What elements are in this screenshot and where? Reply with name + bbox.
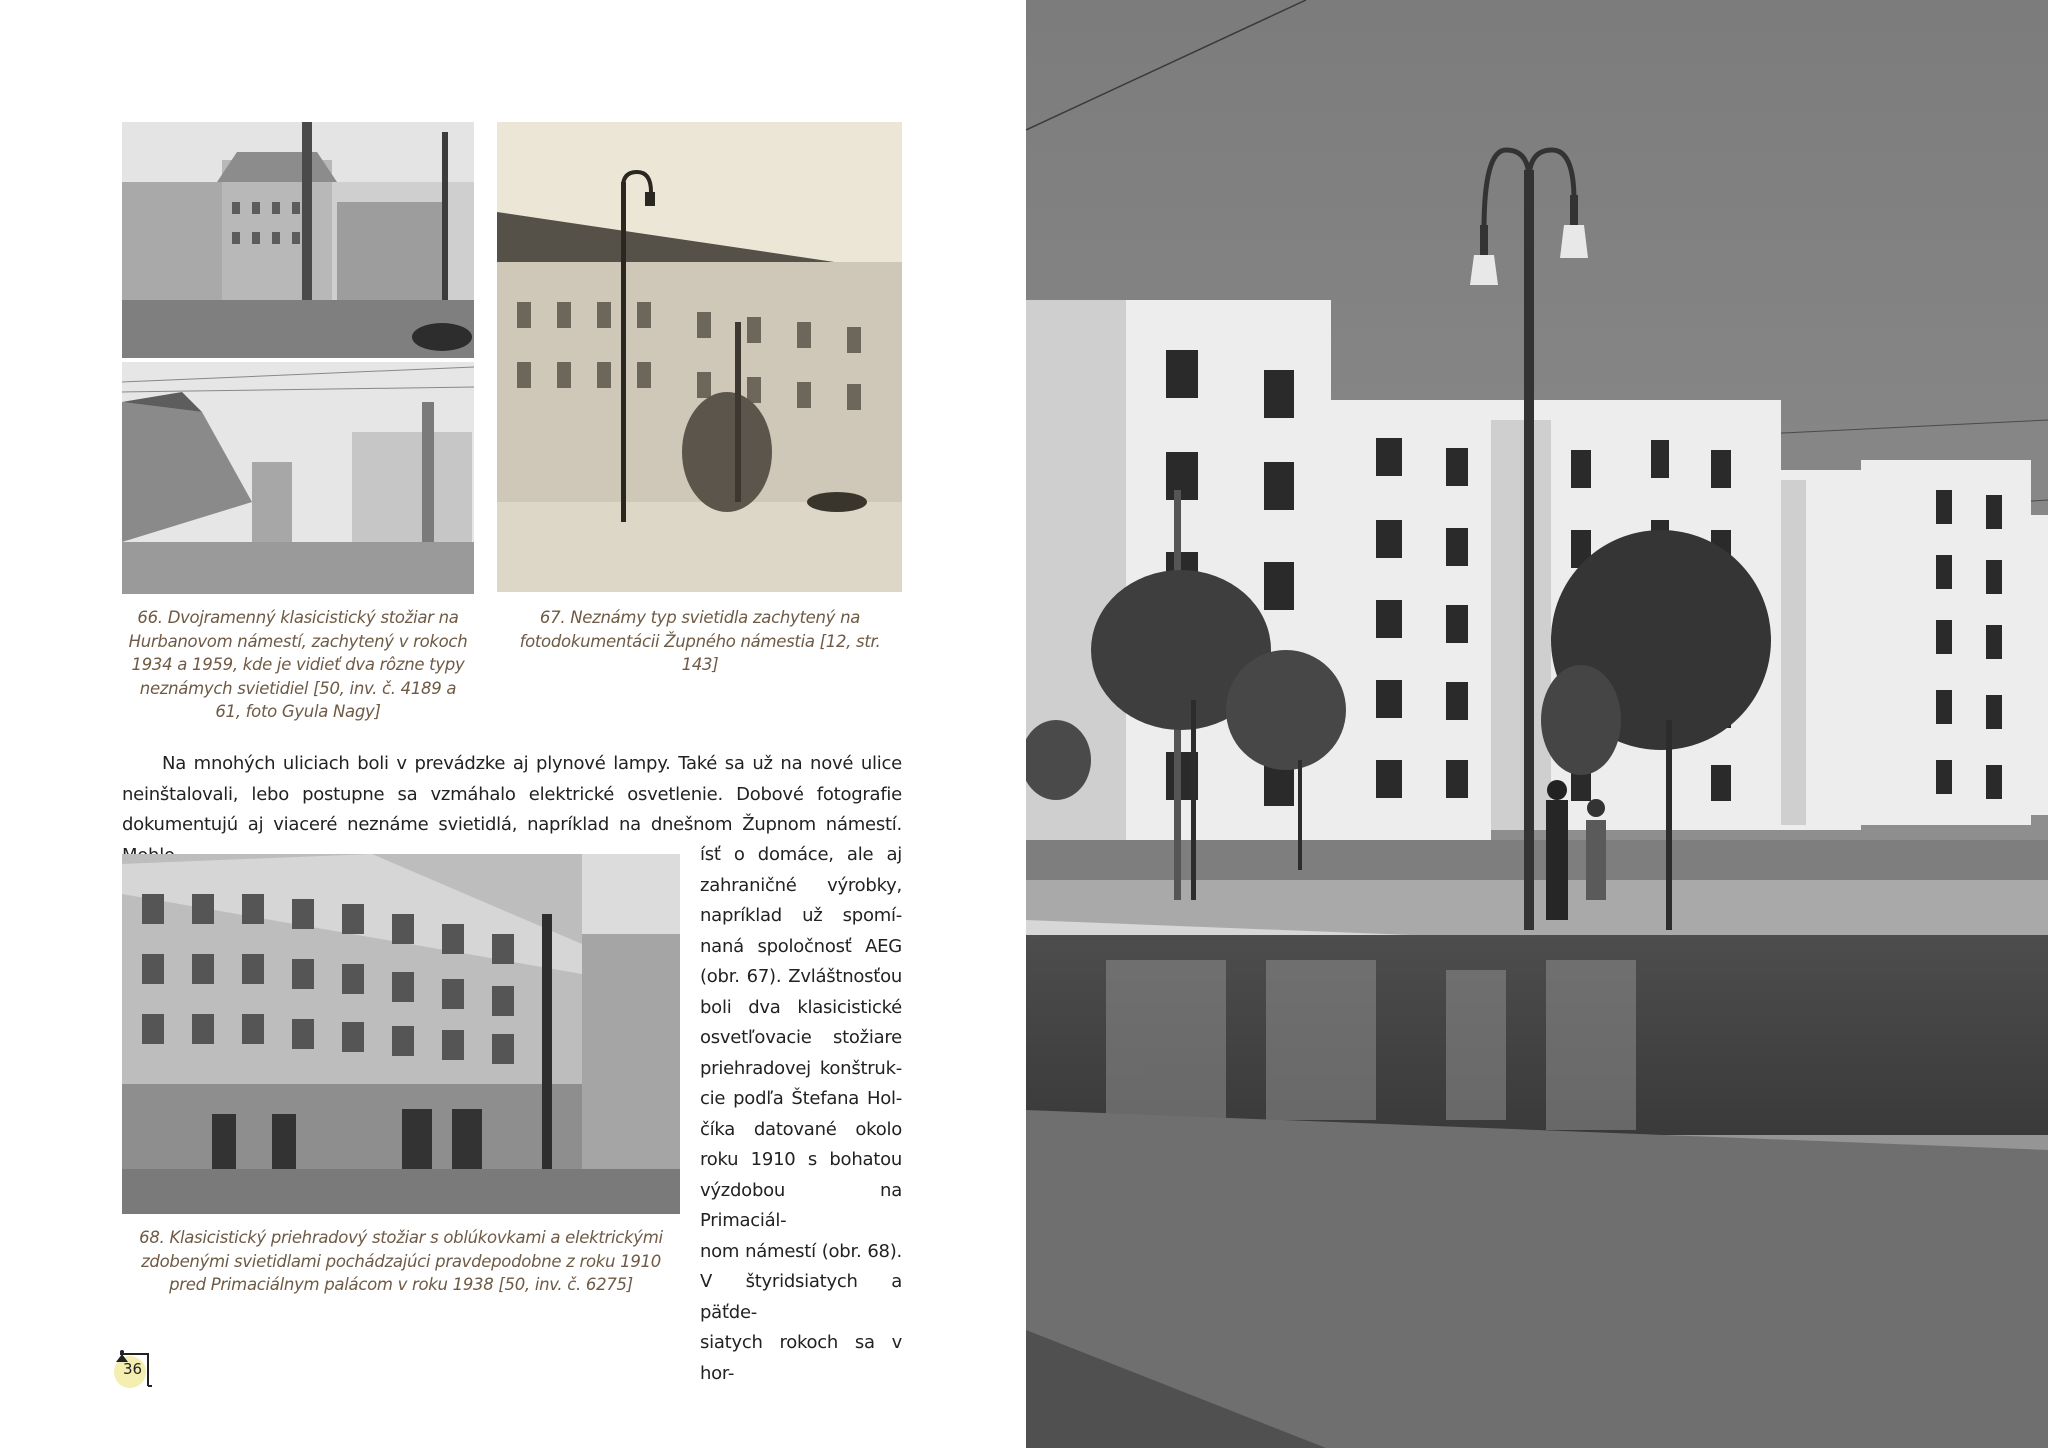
text-line: nom námestí (obr. 68). bbox=[700, 1240, 902, 1262]
paragraph-narrow-column bbox=[700, 840, 902, 1389]
text-line: V štyridsiatych a päťde- bbox=[700, 1271, 902, 1323]
caption-fig-68: 68. Klasicistický priehradový stožiar s oblúkovkami a elektrickými zdobenými svietidlami pochádzajúci pravdepodobne z roku 1910 pred Primaciálnym palácom v roku 1938 [50, inv. č. 6275] bbox=[139, 1228, 663, 1294]
text-line: siatych rokoch sa v hor- bbox=[700, 1332, 902, 1384]
photo-66-bottom-street bbox=[122, 362, 474, 594]
photo-67-zupne-namestie bbox=[497, 122, 902, 592]
text-line: priehradovej konštruk- bbox=[700, 1057, 902, 1079]
text-line: roku 1910 s bohatou bbox=[700, 1149, 902, 1170]
text-line: (obr. 67). Zvláštnosťou bbox=[700, 966, 902, 987]
text-line: číka datované okolo bbox=[700, 1118, 902, 1140]
text-line: zahraničné výrobky, bbox=[700, 874, 902, 896]
photo-68-primacialne-namestie bbox=[122, 854, 680, 1214]
text-line: výzdobou na Primaciál- bbox=[700, 1179, 902, 1231]
full-page-photo-housing-street bbox=[1026, 0, 2048, 1448]
text-line: naná spoločnosť AEG bbox=[700, 935, 902, 957]
paragraph-intro: Na mnohých uliciach boli v prevádzke aj plynové lampy. Také sa už na nové ulice neinštalovali, lebo postupne sa vzmáhalo elektrické osvetlenie. Dobové fotografie dokumentujú aj viaceré neznáme svietidlá, napríklad na dnešnom Župnom námestí. bbox=[122, 753, 902, 835]
page-number: 36 bbox=[123, 1360, 143, 1378]
text-line: boli dva klasicistické bbox=[700, 996, 902, 1018]
caption-fig-66: 66. Dvojramenný klasicistický stožiar na Hurbanovom námestí, zachytený v rokoch 1934 a 1959, kde je vidieť dva rôzne typy neznámych svietidiel [50, inv. č. 4189 a 61, foto Gyula Nagy] bbox=[128, 608, 468, 721]
caption-fig-67: 67. Neznámy typ svietidla zachytený na fotodokumentácii Župného námestia [12, str. 143] bbox=[519, 608, 881, 674]
photo-66-top-square bbox=[122, 122, 474, 358]
text-line: ísť o domáce, ale aj bbox=[700, 844, 902, 865]
text-line: osvetľovacie stožiare bbox=[700, 1027, 902, 1048]
page-number-badge bbox=[108, 1346, 158, 1388]
text-line: napríklad už spomí- bbox=[700, 905, 902, 926]
text-line: cie podľa Štefana Hol- bbox=[700, 1088, 902, 1109]
